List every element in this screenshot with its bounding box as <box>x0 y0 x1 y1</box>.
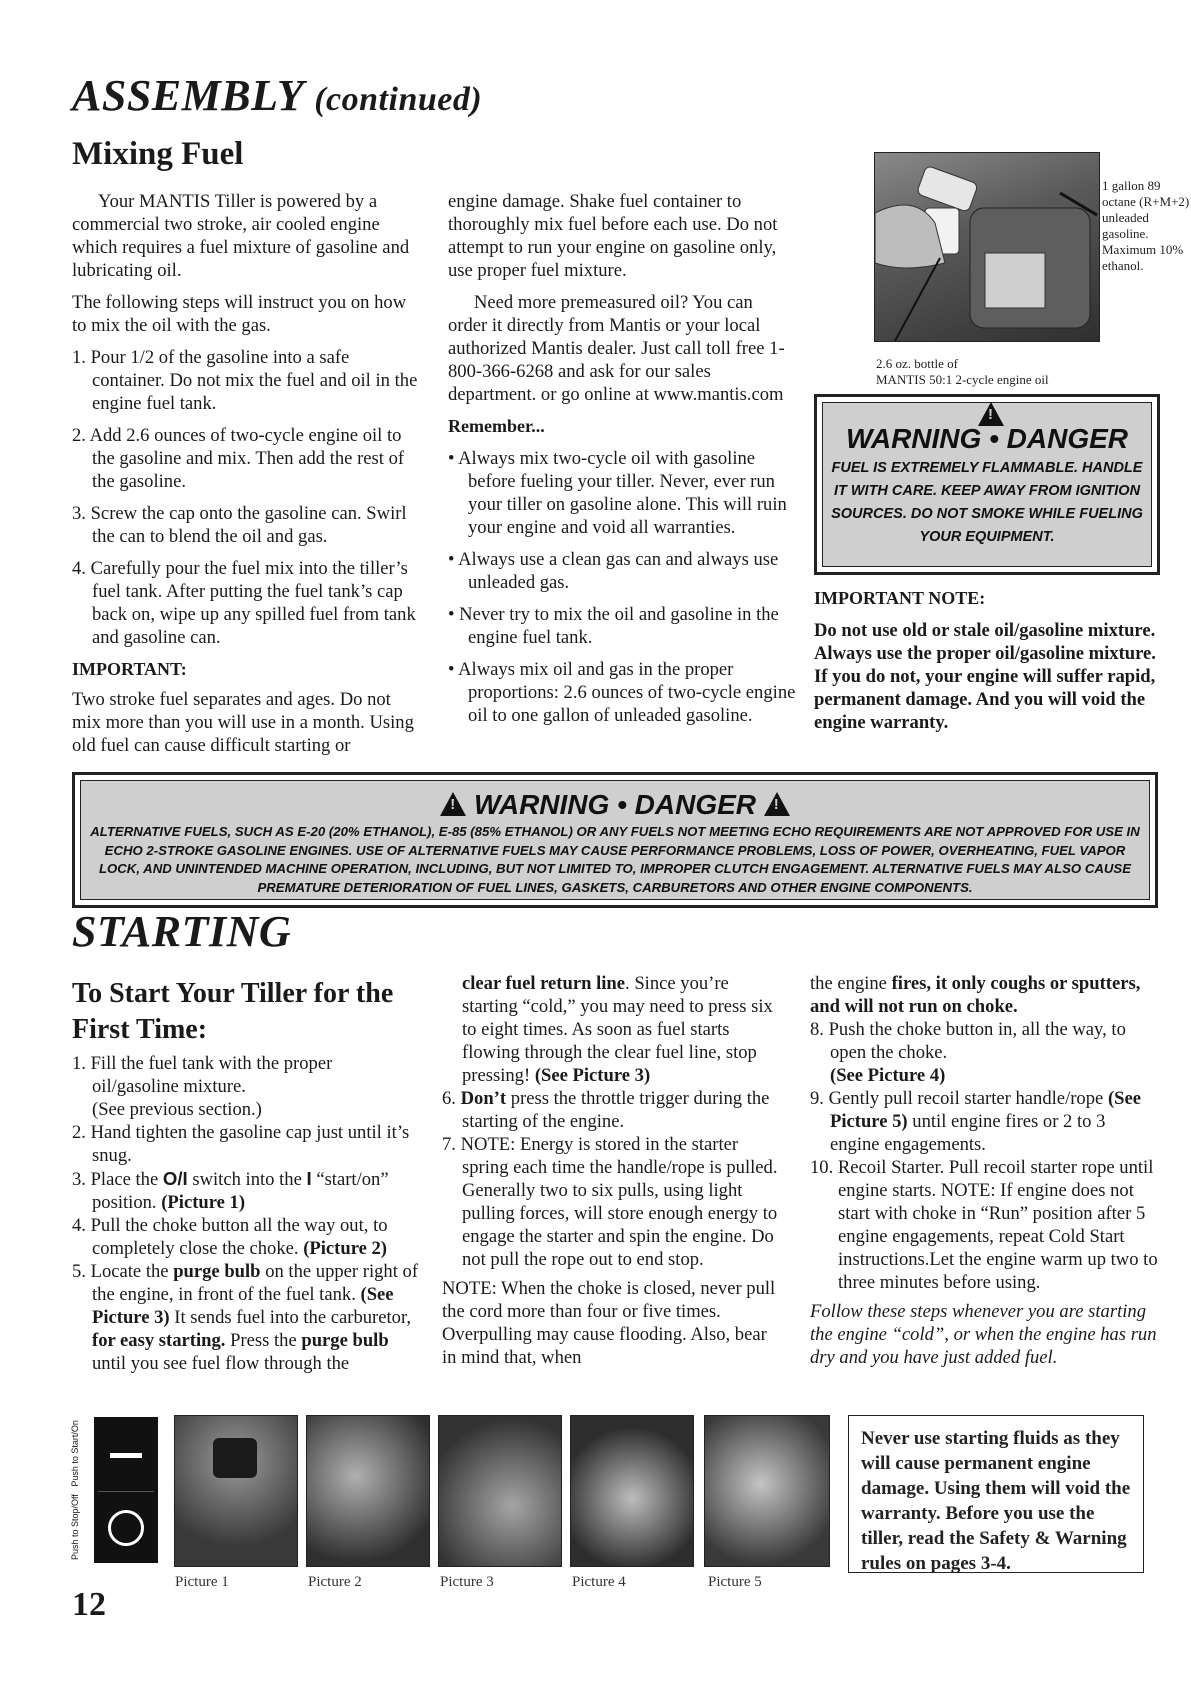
picture-4-photo <box>570 1415 694 1567</box>
switch-label <box>70 1420 92 1560</box>
follow-steps-note: Follow these steps whenever you are starting the engine “cold”, or when the engine has run dry and you have just added fuel. <box>810 1301 1157 1368</box>
picture-1-photo <box>174 1415 298 1567</box>
power-switch-graphic <box>94 1417 158 1563</box>
starting-step-7: 7. NOTE: Energy is stored in the starter spring each time the handle/rope is pulled. Generally two to six pulls, using light pulling forces, will store enough energy to engage the starter and spin the engine. Do not pull the rope out to end stop. <box>442 1134 778 1270</box>
order-oil-text: Need more premeasured oil? You can order it directly from Mantis or your local authorized Mantis dealer. Just call toll free 1-800-366-6268 and ask for our sales department. or go online at www.mantis.com <box>448 292 785 405</box>
mixing-column-2 <box>448 190 796 736</box>
step-text: . Since you’re starting “cold,” you may need to press six to eight times. As soon as fuel starts flowing through the clear fuel line, stop pressing! <box>462 973 773 1086</box>
picture-ref: (See Picture 3) <box>534 1065 651 1086</box>
picture-5-photo <box>704 1415 830 1567</box>
oil-callout-line1: 2.6 oz. bottle of <box>876 356 958 371</box>
step-text: until engine fires or 2 to 3 engine engagements. <box>830 1111 1106 1155</box>
warning-danger-box-wide <box>72 772 1158 908</box>
bold-text: for easy starting. <box>92 1330 226 1351</box>
picture-2-caption: Picture 2 <box>308 1574 362 1590</box>
starting-steps-1 <box>72 1052 422 1375</box>
starting-title: STARTING <box>72 907 292 956</box>
choke-note-continued <box>810 972 1158 1018</box>
picture-2-photo <box>306 1415 430 1567</box>
picture-3-photo <box>438 1415 562 1567</box>
important-note-text: Do not use old or stale oil/gasoline mixture. Always use the proper oil/gasoline mixture. If you do not, your engine will suffer rapid, permanent damage. And you will void the engine warranty. <box>814 620 1156 733</box>
starting-heading: To Start Your Tiller for the First Time: <box>72 978 394 1045</box>
step-text: 6. <box>442 1088 456 1109</box>
bold-text: clear fuel return line <box>462 973 626 994</box>
mixing-column-1 <box>72 190 422 690</box>
title-subtitle: (continued) <box>314 81 483 118</box>
step-text: on the upper right of the engine, in front of the fuel tank. <box>92 1261 419 1305</box>
starting-column-2 <box>442 972 782 1369</box>
step-text: Press the <box>230 1330 297 1351</box>
picture-ref: (See Picture 3) <box>92 1284 394 1328</box>
starting-fluids-warning: Never use starting fluids as they will cause permanent engine damage. Using them will void the warranty. Before you use the tiller, read the Safety & Warning rules on pages 3-4. <box>848 1415 1144 1573</box>
important-note <box>814 587 1164 743</box>
warning-wide-title <box>81 789 1149 821</box>
oil-callout-line2: MANTIS 50:1 2-cycle engine oil <box>876 372 1049 387</box>
switch-divider <box>98 1491 154 1492</box>
step-text: 4. Pull the choke button all the way out, to completely close the choke. <box>72 1215 388 1259</box>
bold-text: purge bulb <box>301 1330 389 1351</box>
choke-note-tail: the engine <box>810 973 887 994</box>
mixing-steps <box>72 346 422 649</box>
oil-callout <box>876 356 1176 388</box>
remember-item: • Never try to mix the oil and gasoline in the engine fuel tank. <box>448 604 779 648</box>
mixing-step: 4. Carefully pour the fuel mix into the tiller’s fuel tank. After putting the fuel tank’s cap back on, wipe up any spilled fuel from tank and gasoline can. <box>72 558 416 648</box>
picture-5-caption: Picture 5 <box>708 1574 762 1590</box>
bold-text: fires, it only coughs or sputters, and will not run on choke. <box>810 973 1141 1017</box>
picture-4-caption: Picture 4 <box>572 1574 626 1590</box>
step-text: It sends fuel into the carburetor, <box>174 1307 412 1328</box>
picture-ref: (See Picture 5) <box>830 1088 1141 1132</box>
picture-1-caption: Picture 1 <box>175 1574 229 1590</box>
starting-step-1 <box>72 1052 422 1121</box>
steps-intro: The following steps will instruct you on how to mix the oil with the gas. <box>72 292 407 336</box>
page-number: 12 <box>72 1586 106 1623</box>
step-text: 9. Gently pull recoil starter handle/rope <box>810 1088 1104 1109</box>
warning-title: WARNING • DANGER <box>845 423 1129 454</box>
starting-step-6 <box>442 1087 782 1133</box>
starting-steps-2 <box>442 1087 782 1271</box>
starting-step-4 <box>72 1214 422 1260</box>
choke-note: NOTE: When the choke is closed, never pull the cord more than four or five times. Overpulling may cause flooding. Also, bear in mind that, when <box>442 1278 776 1368</box>
remember-label: Remember... <box>448 416 545 436</box>
important-text-part1 <box>72 688 422 757</box>
on-symbol: I <box>306 1168 312 1189</box>
warning-triangle-icon <box>978 402 1004 426</box>
important-label: IMPORTANT: <box>72 659 187 679</box>
mixing-intro: Your MANTIS Tiller is powered by a commercial two stroke, air cooled engine which requires a fuel mixture of gasoline and lubricating oil. <box>72 191 410 281</box>
step-text: “start/on” position. <box>92 1169 389 1213</box>
step-text: (See previous section.) <box>92 1099 262 1120</box>
step-5-continued <box>442 972 782 1087</box>
mixing-step: 1. Pour 1/2 of the gasoline into a safe container. Do not mix the fuel and oil in the engine fuel tank. <box>72 347 418 414</box>
page-title <box>72 70 482 121</box>
bold-text: purge bulb <box>173 1261 261 1282</box>
picture-ref: (Picture 2) <box>303 1238 387 1259</box>
starting-step-5 <box>72 1260 422 1375</box>
picture-3-caption: Picture 3 <box>440 1574 494 1590</box>
starting-column-1 <box>72 1052 422 1381</box>
gas-callout: 1 gallon 89 octane (R+M+2) unleaded gasoline. Maximum 10% ethanol. <box>1102 178 1190 273</box>
important-note-label: IMPORTANT NOTE: <box>814 588 986 608</box>
remember-list <box>448 447 796 727</box>
starting-step-10: 10. Recoil Starter. Pull recoil starter rope until engine starts. NOTE: If engine does not start with choke in “Run” position after 5 engine engagements, repeat Cold Start instructions.Let the engine warm up two to three minutes before using. <box>810 1157 1158 1293</box>
mixing-heading: Mixing Fuel <box>72 136 244 172</box>
fuel-mixing-photo <box>874 152 1100 342</box>
starting-step-2: 2. Hand tighten the gasoline cap just until it’s snug. <box>72 1122 410 1166</box>
start-label: Push to Start/On <box>70 1420 80 1487</box>
warning-wide-title-text: WARNING • DANGER <box>473 789 757 820</box>
remember-item: • Always mix oil and gas in the proper proportions: 2.6 ounces of two-cycle engine oil to one gallon of unleaded gasoline. <box>448 659 796 726</box>
step-text: 3. Place the <box>72 1169 159 1190</box>
mixing-step: 3. Screw the cap onto the gasoline can. Swirl the can to blend the oil and gas. <box>72 503 407 547</box>
warning-triangle-icon <box>440 792 466 816</box>
starting-steps-3 <box>810 1018 1158 1294</box>
on-symbol-icon <box>110 1453 142 1458</box>
off-symbol-icon <box>108 1510 144 1546</box>
step-text: 8. Push the choke button in, all the way, to open the choke. <box>810 1019 1126 1063</box>
starting-step-9 <box>810 1087 1158 1156</box>
bold-text: Don’t <box>460 1088 507 1109</box>
warning-wide-inner <box>80 780 1150 900</box>
step-text: 5. Locate the <box>72 1261 169 1282</box>
important-text: Two stroke fuel separates and ages. Do not mix more than you will use in a month. Using old fuel can cause difficult starting or <box>72 689 414 756</box>
warning-inner <box>822 402 1152 567</box>
picture-ref: (See Picture 4) <box>830 1065 946 1086</box>
step-text: 1. Fill the fuel tank with the proper oil/gasoline mixture. <box>72 1053 333 1097</box>
title-text: ASSEMBLY <box>72 71 305 120</box>
gas-can-illustration <box>875 153 1099 341</box>
switch-symbol: O/I <box>162 1168 188 1189</box>
warning-wide-text: ALTERNATIVE FUELS, SUCH AS E-20 (20% ETHANOL), E-85 (85% ETHANOL) OR ANY FUELS NOT MEETING ECHO REQUIREMENTS ARE NOT APPROVED FOR USE IN ECHO 2-STROKE GASOLINE ENGINES. USE OF ALTERNATIVE FUELS MAY CAUSE PERFORMANCE PROBLEMS, LOSS OF POWER, OVERHEATING, FUEL VAPOR LOCK, AND UNINTENDED MACHINE OPERATION, INCLUDING, BUT NOT LIMITED TO, IMPROPER CLUTCH ENGAGEMENT. ALTERNATIVE FUELS MAY ALSO CAUSE PREMATURE DETERIORATION OF FUEL LINES, GASKETS, CARBURETORS AND OTHER ENGINE COMPONENTS. <box>90 824 1140 895</box>
warning-text: FUEL IS EXTREMELY FLAMMABLE. HANDLE IT WITH CARE. KEEP AWAY FROM IGNITION SOURCES. DO NOT SMOKE WHILE FUELING YOUR EQUIPMENT. <box>831 460 1143 545</box>
remember-item: • Always use a clean gas can and always use unleaded gas. <box>448 549 779 593</box>
warning-triangle-icon <box>764 792 790 816</box>
remember-item: • Always mix two-cycle oil with gasoline before fueling your tiller. Never, ever run your tiller on gasoline alone. This will ruin your engine and void all warranties. <box>448 448 787 538</box>
starting-step-8 <box>810 1018 1158 1087</box>
stop-label: Push to Stop/Off <box>70 1494 80 1560</box>
starting-column-3 <box>810 972 1158 1369</box>
switch-icon <box>213 1438 257 1478</box>
switch-label-text <box>70 1420 80 1560</box>
step-text: switch into the <box>192 1169 302 1190</box>
step-text: until you see fuel flow through the <box>92 1353 350 1374</box>
important-text-continued: engine damage. Shake fuel container to thoroughly mix fuel before each use. Do not attempt to run your engine on gasoline only, use proper fuel mixture. <box>448 191 778 281</box>
picture-ref: (Picture 1) <box>161 1192 246 1213</box>
step-text: press the throttle trigger during the starting of the engine. <box>462 1088 770 1132</box>
starting-step-3 <box>72 1167 422 1214</box>
mixing-step: 2. Add 2.6 ounces of two-cycle engine oil to the gasoline and mix. Then add the rest of the gasoline. <box>72 425 405 492</box>
